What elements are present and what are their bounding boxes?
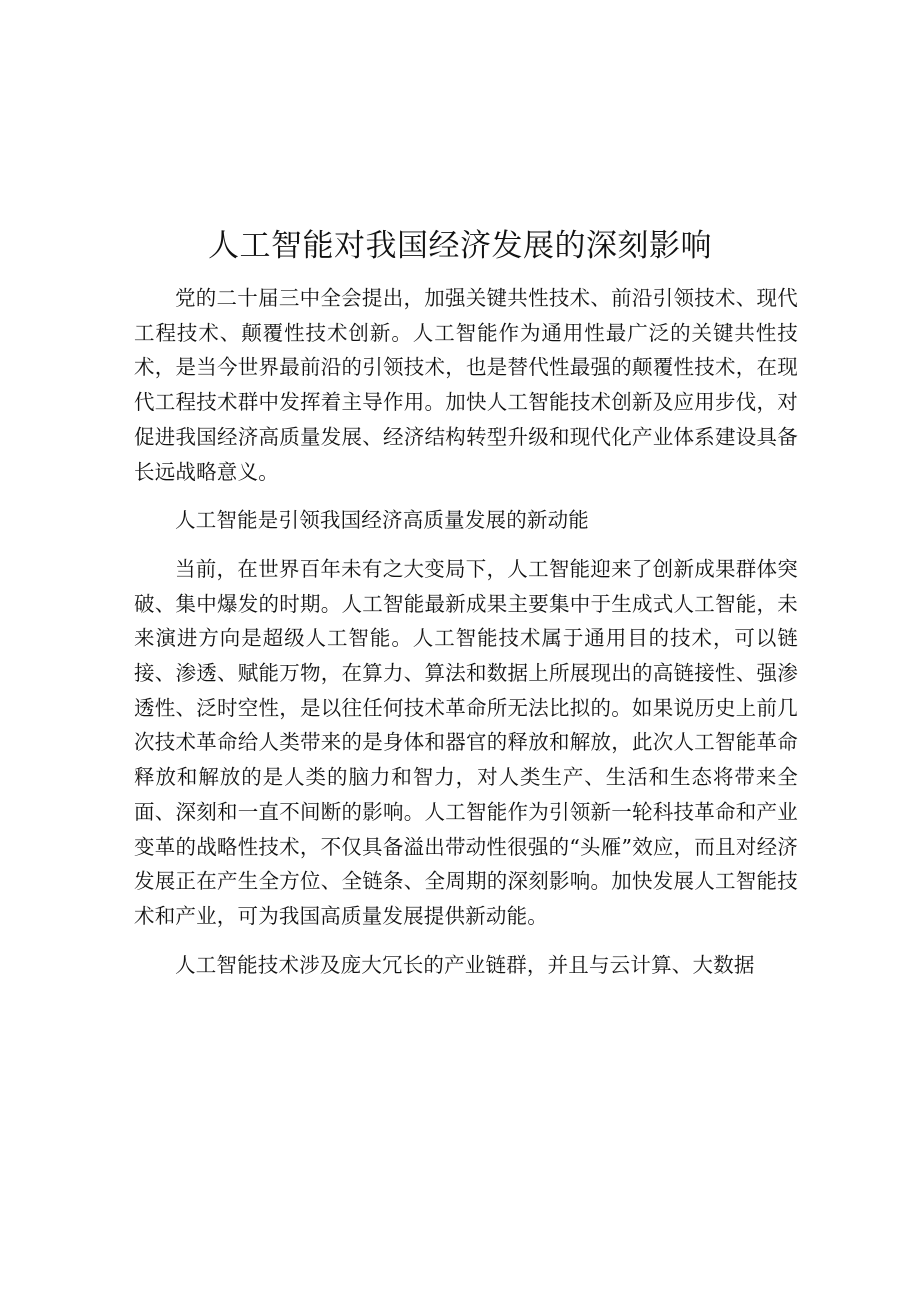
document-body bbox=[134, 281, 798, 982]
paragraph-intro: 党的二十届三中全会提出，加强关键共性技术、前沿引领技术、现代工程技术、颠覆性技术创新。人工智能作为通用性最广泛的关键共性技术，是当今世界最前沿的引领技术，也是替代性最强的颠覆性技术，在现代工程技术群中发挥着主导作用。加快人工智能技术创新及应用步伐，对促进我国经济高质量发展、经济结构转型升级和现代化产业体系建设具备长远战略意义。 bbox=[134, 286, 798, 484]
paragraph-current: 当前，在世界百年未有之大变局下，人工智能迎来了创新成果群体突破、集中爆发的时期。人工智能最新成果主要集中于生成式人工智能，未来演进方向是超级人工智能。人工智能技术属于通用目的技术，可以链接、渗透、赋能万物，在算力、算法和数据上所展现出的高链接性、强渗透性、泛时空性，是以往任何技术革命所无法比拟的。如果说历史上前几次技术革命给人类带来的是身体和器官的释放和解放，此次人工智能革命释放和解放的是人类的脑力和智力，对人类生产、生活和生态将带来全面、深刻和一直不间断的影响。人工智能作为引领新一轮科技革命和产业变革的战略性技术，不仅具备溢出带动性很强的“头雁”效应，而且对经济发展正在产生全方位、全链条、全周期的深刻影响。加快发展人工智能技术和产业，可为我国高质量发展提供新动能。 bbox=[134, 556, 798, 928]
paragraph-industry-chain: 人工智能技术涉及庞大冗长的产业链群，并且与云计算、大数据 bbox=[175, 952, 755, 977]
document-title: 人工智能对我国经济发展的深刻影响 bbox=[208, 228, 712, 264]
section-heading: 人工智能是引领我国经济高质量发展的新动能 bbox=[175, 508, 589, 533]
